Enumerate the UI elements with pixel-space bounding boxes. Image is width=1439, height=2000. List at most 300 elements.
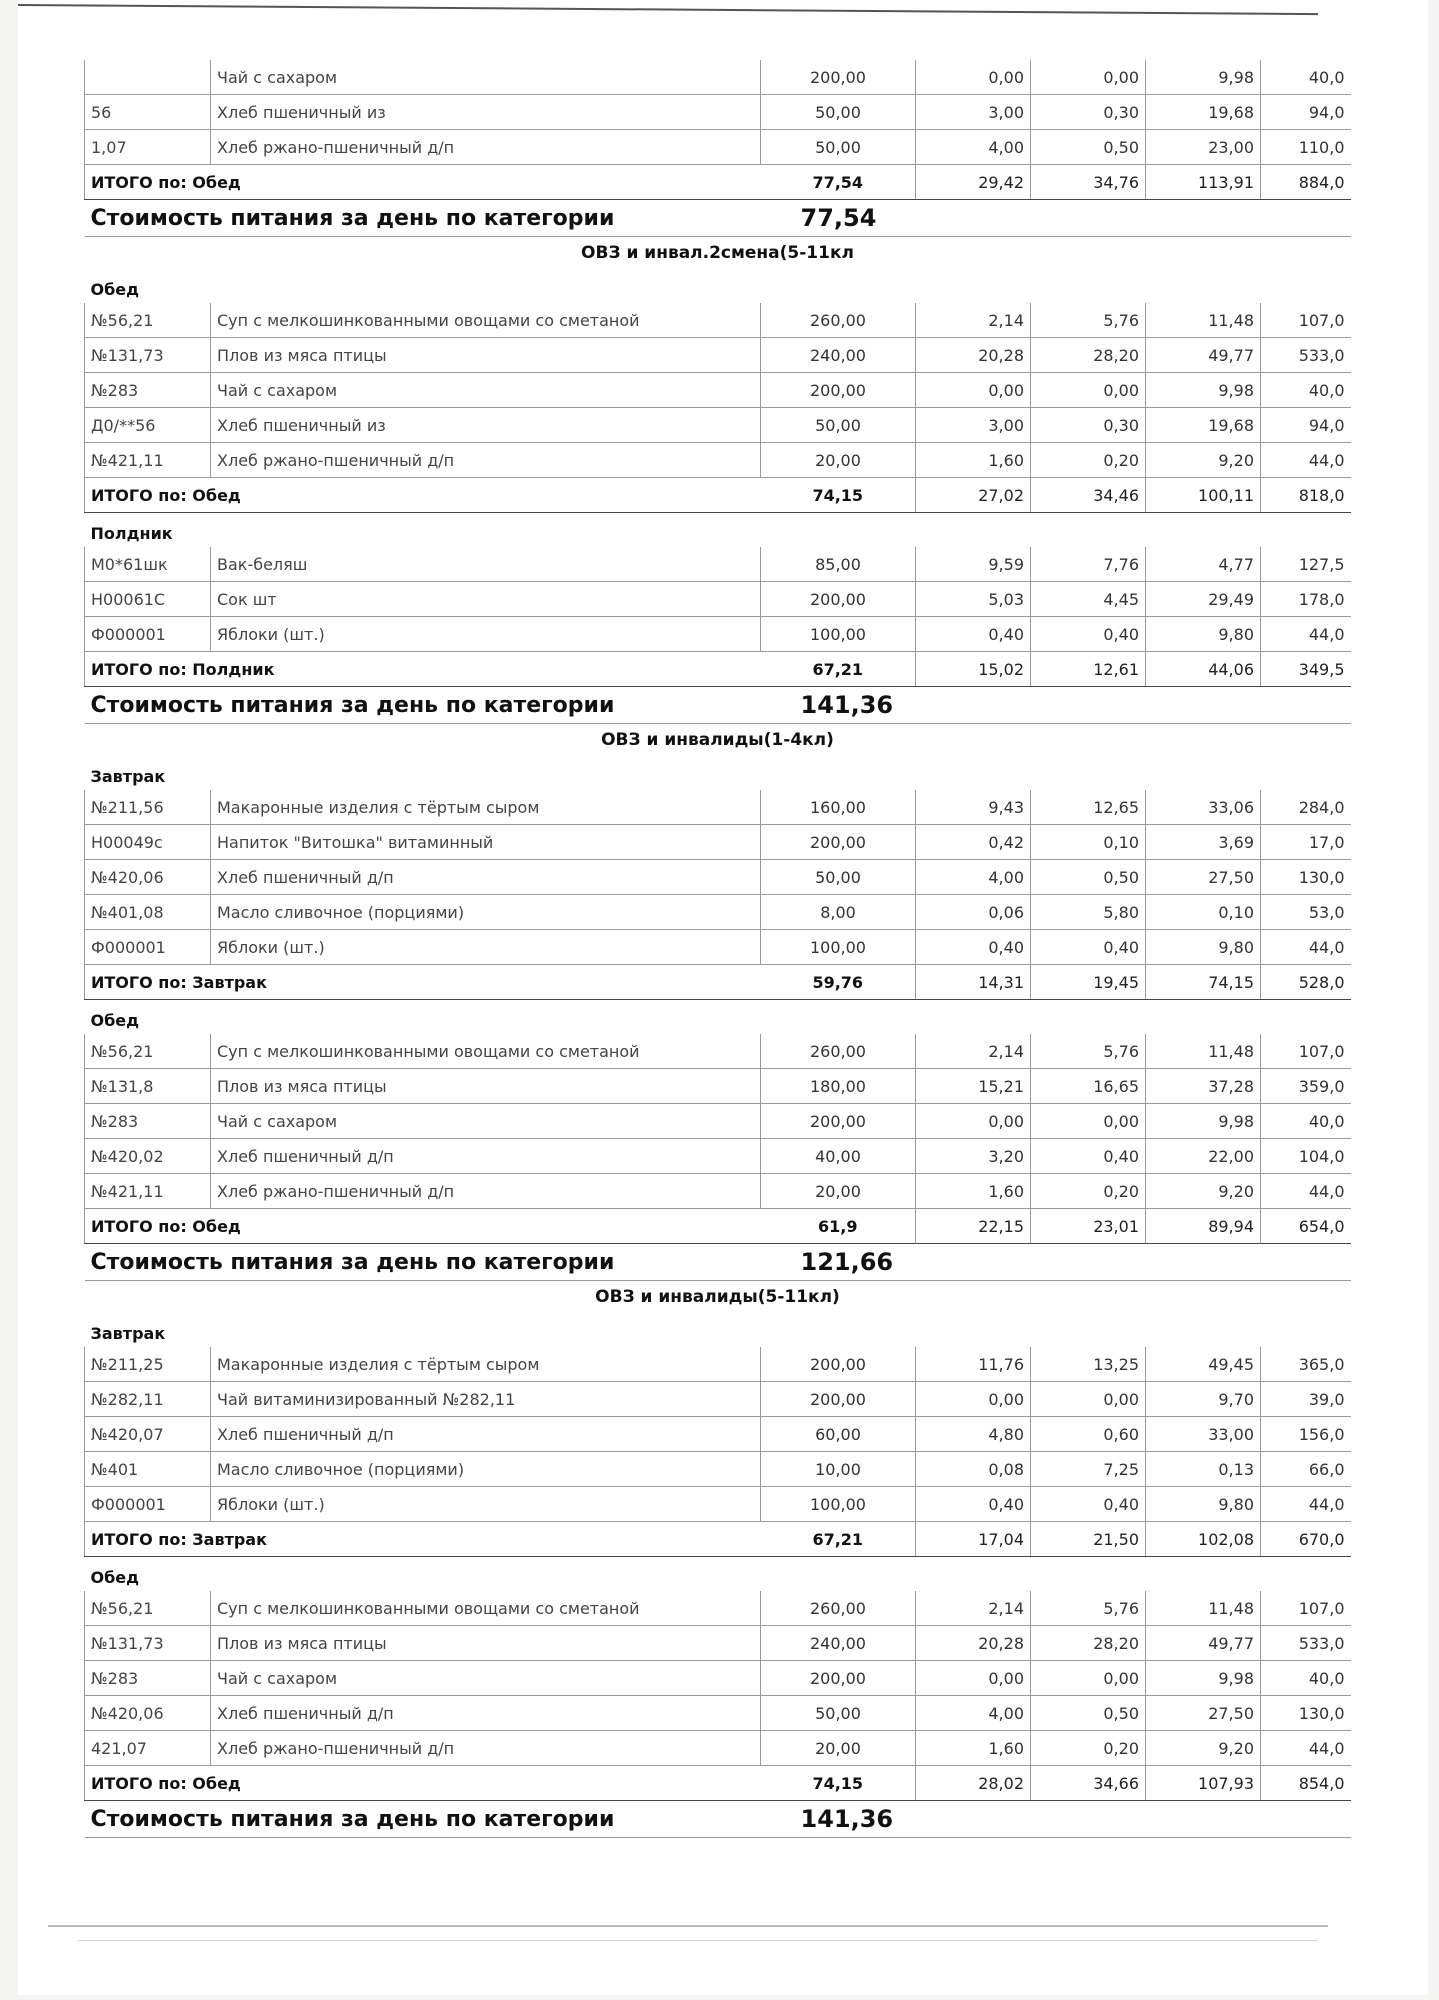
protein-value: 0,00: [916, 1104, 1031, 1139]
total-row: [85, 165, 1351, 200]
dish-name: Хлеб ржано-пшеничный д/п: [211, 1174, 761, 1209]
recipe-code: Н00049с: [85, 825, 211, 860]
dish-name: Макаронные изделия с тёртым сыром: [211, 790, 761, 825]
total-label: ИТОГО по: Обед: [85, 478, 761, 513]
dish-name: Суп с мелкошинкованными овощами со сметаной: [211, 303, 761, 338]
category-label: ОВЗ и инвалиды(5-11кл): [595, 1287, 840, 1307]
table-row: [85, 1174, 1351, 1209]
carbs-value: 49,77: [1146, 1626, 1261, 1661]
carbs-value: 23,00: [1146, 130, 1261, 165]
protein-value: 0,40: [916, 1487, 1031, 1522]
dish-name: Суп с мелкошинкованными овощами со сметаной: [211, 1034, 761, 1069]
carbs-value: 9,98: [1146, 1104, 1261, 1139]
dish-name: Вак-беляш: [211, 547, 761, 582]
meal-label: Обед: [90, 279, 140, 299]
protein-value: 0,40: [916, 930, 1031, 965]
carbs-value: 9,98: [1146, 373, 1261, 408]
total-energy: 670,0: [1261, 1522, 1351, 1557]
recipe-code: №420,06: [85, 1696, 211, 1731]
energy-value: 44,0: [1261, 617, 1351, 652]
protein-value: 3,00: [916, 408, 1031, 443]
protein-value: 0,00: [916, 1661, 1031, 1696]
dish-name: Чай витаминизированный №282,11: [211, 1382, 761, 1417]
portion-weight: 85,00: [761, 547, 916, 582]
total-price: 67,21: [761, 652, 916, 687]
total-label: ИТОГО по: Завтрак: [85, 1522, 761, 1557]
fat-value: 7,76: [1031, 547, 1146, 582]
fat-value: 0,40: [1031, 1487, 1146, 1522]
carbs-value: 27,50: [1146, 860, 1261, 895]
portion-weight: 260,00: [761, 1591, 916, 1626]
carbs-value: 9,80: [1146, 1487, 1261, 1522]
protein-value: 5,03: [916, 582, 1031, 617]
portion-weight: 50,00: [761, 130, 916, 165]
portion-weight: 60,00: [761, 1417, 916, 1452]
energy-value: 66,0: [1261, 1452, 1351, 1487]
recipe-code: №211,56: [85, 790, 211, 825]
dish-name: Хлеб пшеничный д/п: [211, 1696, 761, 1731]
protein-value: 3,20: [916, 1139, 1031, 1174]
total-carbs: 113,91: [1146, 165, 1261, 200]
total-price: 67,21: [761, 1522, 916, 1557]
energy-value: 130,0: [1261, 1696, 1351, 1731]
daily-cost-value: 141,36: [761, 687, 1351, 724]
recipe-code: №56,21: [85, 1591, 211, 1626]
table-row: [85, 373, 1351, 408]
energy-value: 107,0: [1261, 1034, 1351, 1069]
fat-value: 12,65: [1031, 790, 1146, 825]
table-row: [85, 825, 1351, 860]
table-row: [85, 1696, 1351, 1731]
portion-weight: 200,00: [761, 825, 916, 860]
energy-value: 107,0: [1261, 1591, 1351, 1626]
table-row: [85, 547, 1351, 582]
portion-weight: 100,00: [761, 930, 916, 965]
total-protein: 28,02: [916, 1766, 1031, 1801]
dish-name: Чай с сахаром: [211, 60, 761, 95]
table-row: [85, 1139, 1351, 1174]
protein-value: 0,00: [916, 60, 1031, 95]
total-energy: 654,0: [1261, 1209, 1351, 1244]
portion-weight: 200,00: [761, 1104, 916, 1139]
portion-weight: 200,00: [761, 1347, 916, 1382]
protein-value: 9,59: [916, 547, 1031, 582]
carbs-value: 0,10: [1146, 895, 1261, 930]
protein-value: 0,08: [916, 1452, 1031, 1487]
carbs-value: 27,50: [1146, 1696, 1261, 1731]
table-row: [85, 95, 1351, 130]
energy-value: 44,0: [1261, 1174, 1351, 1209]
fat-value: 5,76: [1031, 1034, 1146, 1069]
fat-value: 0,50: [1031, 1696, 1146, 1731]
recipe-code: №401: [85, 1452, 211, 1487]
daily-cost-value: 77,54: [761, 200, 1351, 237]
recipe-code: №56,21: [85, 1034, 211, 1069]
total-protein: 17,04: [916, 1522, 1031, 1557]
carbs-value: 9,98: [1146, 1661, 1261, 1696]
fat-value: 28,20: [1031, 1626, 1146, 1661]
fat-value: 0,50: [1031, 130, 1146, 165]
carbs-value: 9,20: [1146, 1731, 1261, 1766]
portion-weight: 8,00: [761, 895, 916, 930]
portion-weight: 20,00: [761, 443, 916, 478]
table-row: [85, 790, 1351, 825]
top-edge-line: [18, 4, 1318, 15]
table-row: [85, 1069, 1351, 1104]
portion-weight: 50,00: [761, 95, 916, 130]
recipe-code: №401,08: [85, 895, 211, 930]
protein-value: 4,00: [916, 860, 1031, 895]
portion-weight: 50,00: [761, 860, 916, 895]
portion-weight: 200,00: [761, 582, 916, 617]
total-carbs: 100,11: [1146, 478, 1261, 513]
carbs-value: 11,48: [1146, 1034, 1261, 1069]
energy-value: 40,0: [1261, 1661, 1351, 1696]
total-price: 74,15: [761, 478, 916, 513]
daily-cost-row: [85, 687, 1351, 724]
protein-value: 9,43: [916, 790, 1031, 825]
portion-weight: 200,00: [761, 1661, 916, 1696]
dish-name: Хлеб пшеничный д/п: [211, 1417, 761, 1452]
energy-value: 533,0: [1261, 1626, 1351, 1661]
fat-value: 0,30: [1031, 95, 1146, 130]
total-price: 59,76: [761, 965, 916, 1000]
total-label: ИТОГО по: Полдник: [85, 652, 761, 687]
total-carbs: 107,93: [1146, 1766, 1261, 1801]
total-carbs: 74,15: [1146, 965, 1261, 1000]
carbs-value: 0,13: [1146, 1452, 1261, 1487]
carbs-value: 19,68: [1146, 408, 1261, 443]
recipe-code: №282,11: [85, 1382, 211, 1417]
bottom-edge-line: [48, 1925, 1328, 1927]
table-row: [85, 130, 1351, 165]
energy-value: 107,0: [1261, 303, 1351, 338]
category-heading: [85, 237, 1351, 270]
energy-value: 104,0: [1261, 1139, 1351, 1174]
fat-value: 0,00: [1031, 1661, 1146, 1696]
total-protein: 14,31: [916, 965, 1031, 1000]
dish-name: Хлеб пшеничный д/п: [211, 1139, 761, 1174]
portion-weight: 50,00: [761, 1696, 916, 1731]
energy-value: 40,0: [1261, 373, 1351, 408]
carbs-value: 19,68: [1146, 95, 1261, 130]
portion-weight: 200,00: [761, 1382, 916, 1417]
protein-value: 2,14: [916, 1034, 1031, 1069]
protein-value: 1,60: [916, 443, 1031, 478]
energy-value: 533,0: [1261, 338, 1351, 373]
energy-value: 178,0: [1261, 582, 1351, 617]
meal-heading: [85, 1000, 1351, 1035]
total-energy: 854,0: [1261, 1766, 1351, 1801]
fat-value: 5,76: [1031, 303, 1146, 338]
carbs-value: 11,48: [1146, 1591, 1261, 1626]
fat-value: 0,20: [1031, 1731, 1146, 1766]
category-heading: [85, 724, 1351, 757]
dish-name: Яблоки (шт.): [211, 617, 761, 652]
protein-value: 20,28: [916, 1626, 1031, 1661]
total-fat: 19,45: [1031, 965, 1146, 1000]
energy-value: 40,0: [1261, 60, 1351, 95]
table-row: [85, 1104, 1351, 1139]
recipe-code: 1,07: [85, 130, 211, 165]
table-row: [85, 1417, 1351, 1452]
carbs-value: 29,49: [1146, 582, 1261, 617]
table-row: [85, 1731, 1351, 1766]
protein-value: 0,42: [916, 825, 1031, 860]
fat-value: 0,00: [1031, 1104, 1146, 1139]
table-row: [85, 582, 1351, 617]
fat-value: 28,20: [1031, 338, 1146, 373]
table-row: [85, 1452, 1351, 1487]
dish-name: Сок шт: [211, 582, 761, 617]
recipe-code: №131,8: [85, 1069, 211, 1104]
recipe-code: [85, 60, 211, 95]
portion-weight: 260,00: [761, 1034, 916, 1069]
recipe-code: №420,02: [85, 1139, 211, 1174]
dish-name: Масло сливочное (порциями): [211, 895, 761, 930]
fat-value: 16,65: [1031, 1069, 1146, 1104]
energy-value: 94,0: [1261, 95, 1351, 130]
carbs-value: 9,20: [1146, 1174, 1261, 1209]
fat-value: 0,40: [1031, 617, 1146, 652]
total-price: 61,9: [761, 1209, 916, 1244]
energy-value: 156,0: [1261, 1417, 1351, 1452]
dish-name: Плов из мяса птицы: [211, 1069, 761, 1104]
recipe-code: №283: [85, 1661, 211, 1696]
daily-cost-label: Стоимость питания за день по категории: [85, 200, 761, 237]
fat-value: 13,25: [1031, 1347, 1146, 1382]
table-row: [85, 1347, 1351, 1382]
carbs-value: 37,28: [1146, 1069, 1261, 1104]
table-row: [85, 338, 1351, 373]
total-row: [85, 1522, 1351, 1557]
total-energy: 818,0: [1261, 478, 1351, 513]
energy-value: 44,0: [1261, 443, 1351, 478]
protein-value: 2,14: [916, 303, 1031, 338]
recipe-code: №56,21: [85, 303, 211, 338]
meal-heading: [85, 756, 1351, 790]
protein-value: 0,06: [916, 895, 1031, 930]
fat-value: 0,40: [1031, 1139, 1146, 1174]
portion-weight: 100,00: [761, 617, 916, 652]
total-fat: 21,50: [1031, 1522, 1146, 1557]
total-fat: 34,76: [1031, 165, 1146, 200]
fat-value: 5,76: [1031, 1591, 1146, 1626]
portion-weight: 20,00: [761, 1731, 916, 1766]
carbs-value: 3,69: [1146, 825, 1261, 860]
recipe-code: Д0/**56: [85, 408, 211, 443]
energy-value: 365,0: [1261, 1347, 1351, 1382]
dish-name: Плов из мяса птицы: [211, 1626, 761, 1661]
recipe-code: №421,11: [85, 1174, 211, 1209]
dish-name: Макаронные изделия с тёртым сыром: [211, 1347, 761, 1382]
dish-name: Яблоки (шт.): [211, 1487, 761, 1522]
portion-weight: 240,00: [761, 1626, 916, 1661]
total-energy: 528,0: [1261, 965, 1351, 1000]
table-row: [85, 930, 1351, 965]
total-carbs: 44,06: [1146, 652, 1261, 687]
meal-label: Завтрак: [90, 766, 166, 786]
table-row: [85, 1591, 1351, 1626]
daily-cost-value: 141,36: [761, 1801, 1351, 1838]
energy-value: 44,0: [1261, 930, 1351, 965]
fat-value: 0,10: [1031, 825, 1146, 860]
recipe-code: №131,73: [85, 338, 211, 373]
table-row: [85, 443, 1351, 478]
total-price: 77,54: [761, 165, 916, 200]
fat-value: 0,60: [1031, 1417, 1146, 1452]
dish-name: Хлеб пшеничный из: [211, 408, 761, 443]
recipe-code: №420,07: [85, 1417, 211, 1452]
portion-weight: 100,00: [761, 1487, 916, 1522]
protein-value: 4,80: [916, 1417, 1031, 1452]
total-protein: 27,02: [916, 478, 1031, 513]
fat-value: 5,80: [1031, 895, 1146, 930]
table-row: [85, 1382, 1351, 1417]
dish-name: Суп с мелкошинкованными овощами со сметаной: [211, 1591, 761, 1626]
table-row: [85, 617, 1351, 652]
dish-name: Чай с сахаром: [211, 1661, 761, 1696]
total-label: ИТОГО по: Завтрак: [85, 965, 761, 1000]
daily-cost-label: Стоимость питания за день по категории: [85, 1244, 761, 1281]
portion-weight: 50,00: [761, 408, 916, 443]
fat-value: 4,45: [1031, 582, 1146, 617]
daily-cost-label: Стоимость питания за день по категории: [85, 1801, 761, 1838]
recipe-code: №283: [85, 373, 211, 408]
portion-weight: 40,00: [761, 1139, 916, 1174]
total-fat: 34,46: [1031, 478, 1146, 513]
dish-name: Чай с сахаром: [211, 373, 761, 408]
portion-weight: 160,00: [761, 790, 916, 825]
category-heading: [85, 1281, 1351, 1314]
energy-value: 110,0: [1261, 130, 1351, 165]
energy-value: 44,0: [1261, 1487, 1351, 1522]
scanned-page: [18, 0, 1428, 1995]
recipe-code: М0*61шк: [85, 547, 211, 582]
daily-cost-value: 121,66: [761, 1244, 1351, 1281]
carbs-value: 9,80: [1146, 930, 1261, 965]
carbs-value: 49,45: [1146, 1347, 1261, 1382]
protein-value: 15,21: [916, 1069, 1031, 1104]
table-row: [85, 60, 1351, 95]
total-label: ИТОГО по: Обед: [85, 1766, 761, 1801]
recipe-code: Ф000001: [85, 1487, 211, 1522]
table-row: [85, 895, 1351, 930]
meal-label: Завтрак: [90, 1323, 166, 1343]
fat-value: 0,20: [1031, 1174, 1146, 1209]
recipe-code: №283: [85, 1104, 211, 1139]
fat-value: 0,00: [1031, 60, 1146, 95]
carbs-value: 49,77: [1146, 338, 1261, 373]
meal-heading: [85, 1313, 1351, 1347]
dish-name: Хлеб пшеничный д/п: [211, 860, 761, 895]
energy-value: 130,0: [1261, 860, 1351, 895]
carbs-value: 9,20: [1146, 443, 1261, 478]
protein-value: 4,00: [916, 1696, 1031, 1731]
total-row: [85, 1209, 1351, 1244]
energy-value: 94,0: [1261, 408, 1351, 443]
recipe-code: Ф000001: [85, 617, 211, 652]
table-row: [85, 1661, 1351, 1696]
total-fat: 23,01: [1031, 1209, 1146, 1244]
carbs-value: 11,48: [1146, 303, 1261, 338]
carbs-value: 33,00: [1146, 1417, 1261, 1452]
total-row: [85, 1766, 1351, 1801]
total-row: [85, 652, 1351, 687]
dish-name: Масло сливочное (порциями): [211, 1452, 761, 1487]
fat-value: 0,20: [1031, 443, 1146, 478]
protein-value: 0,00: [916, 1382, 1031, 1417]
dish-name: Хлеб ржано-пшеничный д/п: [211, 130, 761, 165]
recipe-code: №421,11: [85, 443, 211, 478]
energy-value: 127,5: [1261, 547, 1351, 582]
energy-value: 39,0: [1261, 1382, 1351, 1417]
energy-value: 44,0: [1261, 1731, 1351, 1766]
daily-cost-label: Стоимость питания за день по категории: [85, 687, 761, 724]
recipe-code: №131,73: [85, 1626, 211, 1661]
dish-name: Хлеб ржано-пшеничный д/п: [211, 1731, 761, 1766]
energy-value: 359,0: [1261, 1069, 1351, 1104]
dish-name: Плов из мяса птицы: [211, 338, 761, 373]
table-row: [85, 1626, 1351, 1661]
table-row: [85, 860, 1351, 895]
protein-value: 4,00: [916, 130, 1031, 165]
meal-heading: [85, 1557, 1351, 1592]
protein-value: 1,60: [916, 1174, 1031, 1209]
energy-value: 40,0: [1261, 1104, 1351, 1139]
menu-table: [84, 60, 1351, 1838]
dish-name: Хлеб ржано-пшеничный д/п: [211, 443, 761, 478]
recipe-code: 421,07: [85, 1731, 211, 1766]
daily-cost-row: [85, 200, 1351, 237]
energy-value: 17,0: [1261, 825, 1351, 860]
fat-value: 0,00: [1031, 1382, 1146, 1417]
carbs-value: 9,70: [1146, 1382, 1261, 1417]
total-protein: 29,42: [916, 165, 1031, 200]
recipe-code: №211,25: [85, 1347, 211, 1382]
table-row: [85, 303, 1351, 338]
carbs-value: 4,77: [1146, 547, 1261, 582]
dish-name: Напиток "Витошка" витаминный: [211, 825, 761, 860]
recipe-code: Ф000001: [85, 930, 211, 965]
protein-value: 0,00: [916, 373, 1031, 408]
portion-weight: 240,00: [761, 338, 916, 373]
portion-weight: 180,00: [761, 1069, 916, 1104]
bottom-edge-line-2: [78, 1940, 1318, 1941]
fat-value: 0,00: [1031, 373, 1146, 408]
meal-heading: [85, 513, 1351, 548]
protein-value: 1,60: [916, 1731, 1031, 1766]
fat-value: 0,50: [1031, 860, 1146, 895]
meal-label: Полдник: [90, 523, 173, 543]
table-row: [85, 408, 1351, 443]
total-protein: 15,02: [916, 652, 1031, 687]
table-row: [85, 1034, 1351, 1069]
daily-cost-row: [85, 1801, 1351, 1838]
total-label: ИТОГО по: Обед: [85, 165, 761, 200]
meal-label: Обед: [90, 1567, 140, 1587]
portion-weight: 10,00: [761, 1452, 916, 1487]
total-price: 74,15: [761, 1766, 916, 1801]
dish-name: Хлеб пшеничный из: [211, 95, 761, 130]
total-fat: 34,66: [1031, 1766, 1146, 1801]
total-label: ИТОГО по: Обед: [85, 1209, 761, 1244]
protein-value: 3,00: [916, 95, 1031, 130]
category-label: ОВЗ и инвал.2смена(5-11кл: [581, 243, 854, 263]
recipe-code: Н00061С: [85, 582, 211, 617]
total-carbs: 102,08: [1146, 1522, 1261, 1557]
meal-heading: [85, 269, 1351, 303]
